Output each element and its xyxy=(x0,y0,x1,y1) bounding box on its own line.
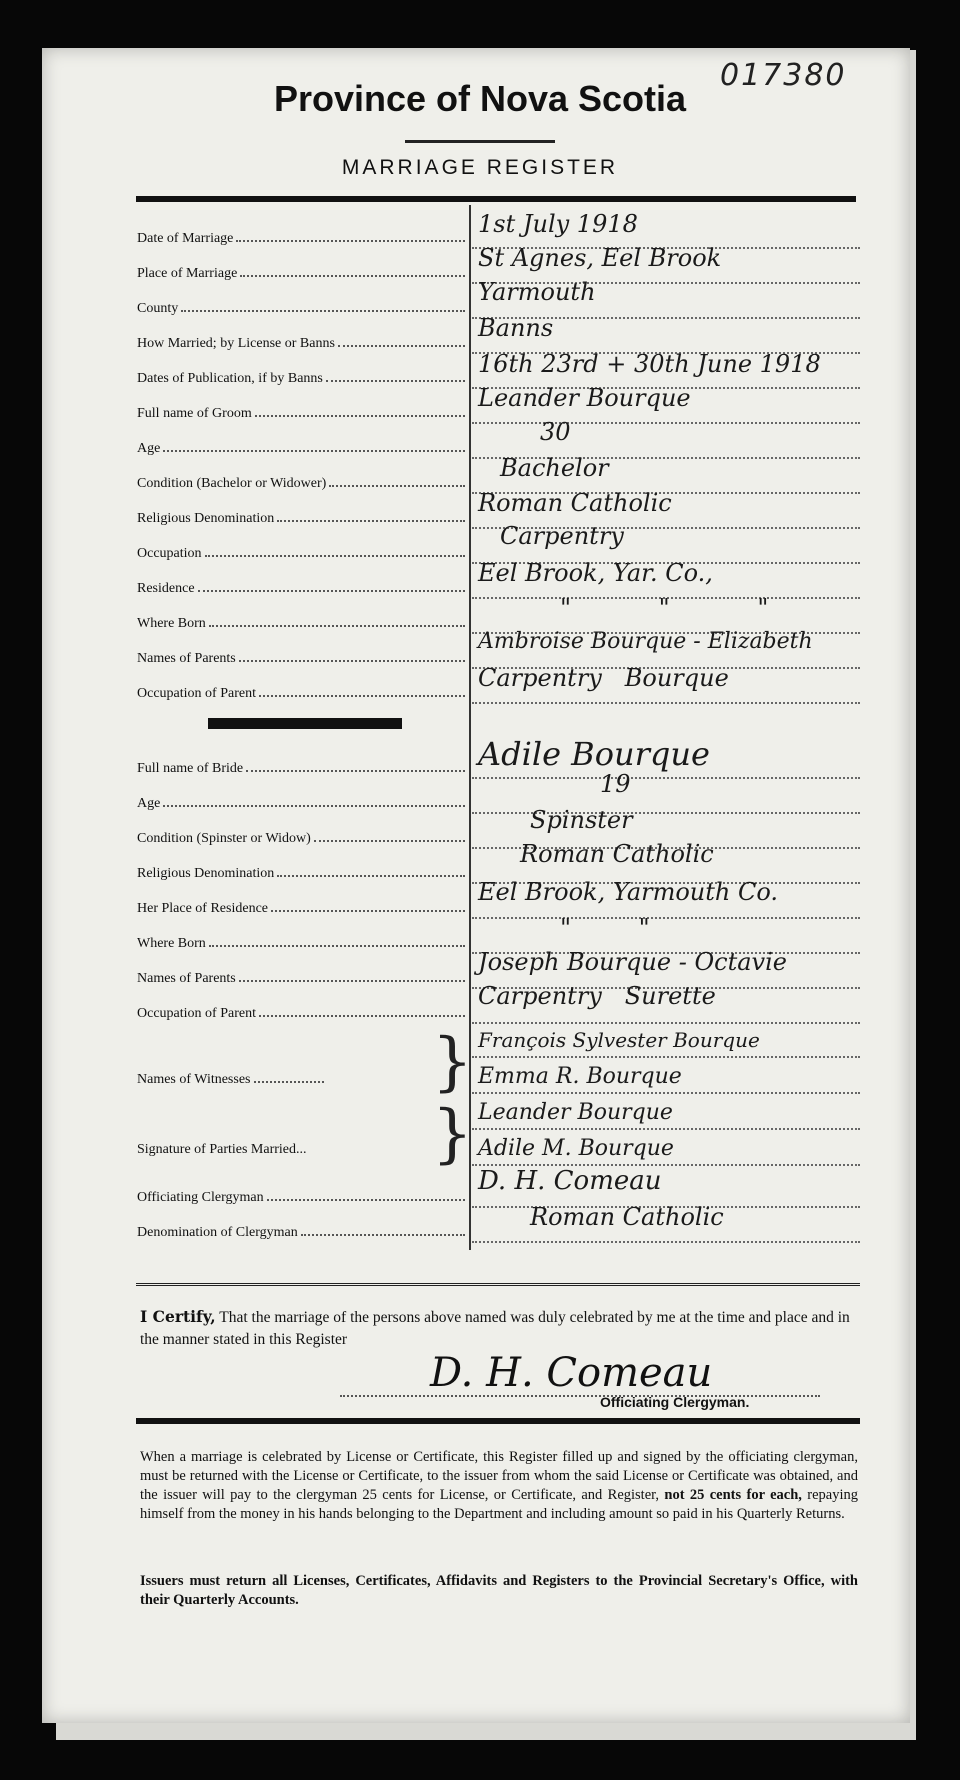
fill-line xyxy=(472,1128,860,1130)
parties-brace: } xyxy=(432,1097,473,1171)
certify-lead: I Certify, xyxy=(140,1307,216,1326)
page-subtitle: MARRIAGE REGISTER xyxy=(341,156,619,179)
title-divider xyxy=(405,140,555,143)
field-groom-parent-occupation: Occupation of Parent xyxy=(137,674,467,702)
value-groom-condition: Bachelor xyxy=(500,454,609,482)
field-bride-name: Full name of Bride xyxy=(137,749,467,777)
field-how-married: How Married; by License or Banns xyxy=(137,324,467,352)
notice-rule xyxy=(136,1418,860,1424)
field-county: County xyxy=(137,289,467,317)
notice-text-1: When a marriage is celebrated by License or Certificate, this Register filled up and signed by the officiating clergyman, must be returned with the License or Certificate, to the issuer from whom the said License or Certificate was obtained, and the issuer will pay to the clergyman 25 cents for License, or Certificate, and Register, xyxy=(140,1449,858,1503)
value-witness-2: Emma R. Bourque xyxy=(478,1064,682,1089)
field-groom-name: Full name of Groom xyxy=(137,394,467,422)
value-groom-occupation: Carpentry xyxy=(500,522,624,550)
field-groom-parents: Names of Parents xyxy=(137,639,467,667)
field-parties-signature: Signature of Parties Married... xyxy=(137,1142,307,1157)
certify-rule xyxy=(136,1283,860,1286)
value-groom-parents: Ambroise Bourque - Elizabeth xyxy=(478,629,813,654)
field-bride-parent-occupation: Occupation of Parent xyxy=(137,994,467,1022)
field-bride-residence: Her Place of Residence xyxy=(137,889,467,917)
field-groom-where-born: Where Born xyxy=(137,604,467,632)
value-witness-1: François Sylvester Bourque xyxy=(478,1028,760,1052)
value-bride-age: 19 xyxy=(600,770,631,798)
certification-text xyxy=(140,1306,856,1351)
signature-label: Officiating Clergyman. xyxy=(600,1394,750,1410)
value-groom-parent-occupation: Carpentry Bourque xyxy=(478,664,729,692)
instructions-notice xyxy=(140,1448,858,1524)
field-witnesses: Names of Witnesses xyxy=(137,1060,467,1088)
field-groom-age: Age xyxy=(137,429,467,457)
field-bride-religion: Religious Denomination xyxy=(137,854,467,882)
value-groom-residence: Eel Brook, Yar. Co., xyxy=(478,559,713,587)
field-dates-of-publication: Dates of Publication, if by Banns xyxy=(137,359,467,387)
field-groom-residence: Residence xyxy=(137,569,467,597)
witnesses-brace: } xyxy=(432,1025,473,1099)
field-clergy-denomination: Denomination of Clergyman xyxy=(137,1213,467,1241)
value-bride-where-born: " " xyxy=(560,914,680,942)
fill-line xyxy=(472,1022,860,1024)
field-bride-condition: Condition (Spinster or Widow) xyxy=(137,819,467,847)
field-groom-occupation: Occupation xyxy=(137,534,467,562)
value-groom-age: 30 xyxy=(540,418,571,446)
issuers-note: Issuers must return all Licenses, Certificates, Affidavits and Registers to the Provincial Secretary's Office, with their Quarterly Accounts. xyxy=(140,1573,858,1608)
value-groom-name: Leander Bourque xyxy=(478,384,691,412)
fill-line xyxy=(472,777,860,779)
fill-line xyxy=(472,702,860,704)
value-party-bride: Adile M. Bourque xyxy=(478,1136,674,1161)
field-bride-age: Age xyxy=(137,784,467,812)
field-bride-where-born: Where Born xyxy=(137,924,467,952)
value-groom-where-born: " " " xyxy=(560,594,809,622)
value-bride-condition: Spinster xyxy=(530,806,633,834)
header-rule xyxy=(136,196,856,202)
bride-section-divider xyxy=(208,718,402,729)
value-date-of-marriage: 1st July 1918 xyxy=(478,210,638,238)
field-officiating-clergyman: Officiating Clergyman xyxy=(137,1178,467,1206)
value-place-of-marriage: St Agnes, Eel Brook xyxy=(478,244,722,272)
value-clergy-denomination: Roman Catholic xyxy=(530,1203,724,1231)
fill-line xyxy=(472,1056,860,1058)
fill-line xyxy=(472,1241,860,1243)
certify-body: That the marriage of the persons above named was duly celebrated by me at the time and place and in the manner stated in this Register xyxy=(140,1309,850,1348)
value-officiating-clergyman: D. H. Comeau xyxy=(478,1166,662,1196)
value-groom-religion: Roman Catholic xyxy=(478,489,672,517)
field-bride-parents: Names of Parents xyxy=(137,959,467,987)
value-bride-residence: Eel Brook, Yarmouth Co. xyxy=(478,878,779,906)
value-bride-parent-occupation: Carpentry Surette xyxy=(478,982,716,1010)
value-dates-of-publication: 16th 23rd + 30th June 1918 xyxy=(478,350,821,378)
field-date-of-marriage: Date of Marriage xyxy=(137,219,467,247)
value-how-married: Banns xyxy=(478,314,554,342)
field-groom-condition: Condition (Bachelor or Widower) xyxy=(137,464,467,492)
value-county: Yarmouth xyxy=(478,278,596,306)
page-title: Province of Nova Scotia xyxy=(273,78,687,119)
fill-line xyxy=(472,422,860,424)
fill-line xyxy=(472,1092,860,1094)
value-bride-name: Adile Bourque xyxy=(478,735,710,773)
register-number: 017380 xyxy=(720,58,847,93)
field-place-of-marriage: Place of Marriage xyxy=(137,254,467,282)
clergyman-signature: D. H. Comeau xyxy=(430,1350,713,1396)
notice-text-2: repaying himself from the money in his hands belonging to the Department and including amount so paid in his Quarterly Returns. xyxy=(140,1487,858,1522)
value-bride-religion: Roman Catholic xyxy=(520,840,714,868)
field-groom-religion: Religious Denomination xyxy=(137,499,467,527)
value-bride-parents: Joseph Bourque - Octavie xyxy=(478,948,787,976)
value-party-groom: Leander Bourque xyxy=(478,1100,673,1125)
notice-emphasis: not 25 cents for each, xyxy=(664,1487,802,1503)
